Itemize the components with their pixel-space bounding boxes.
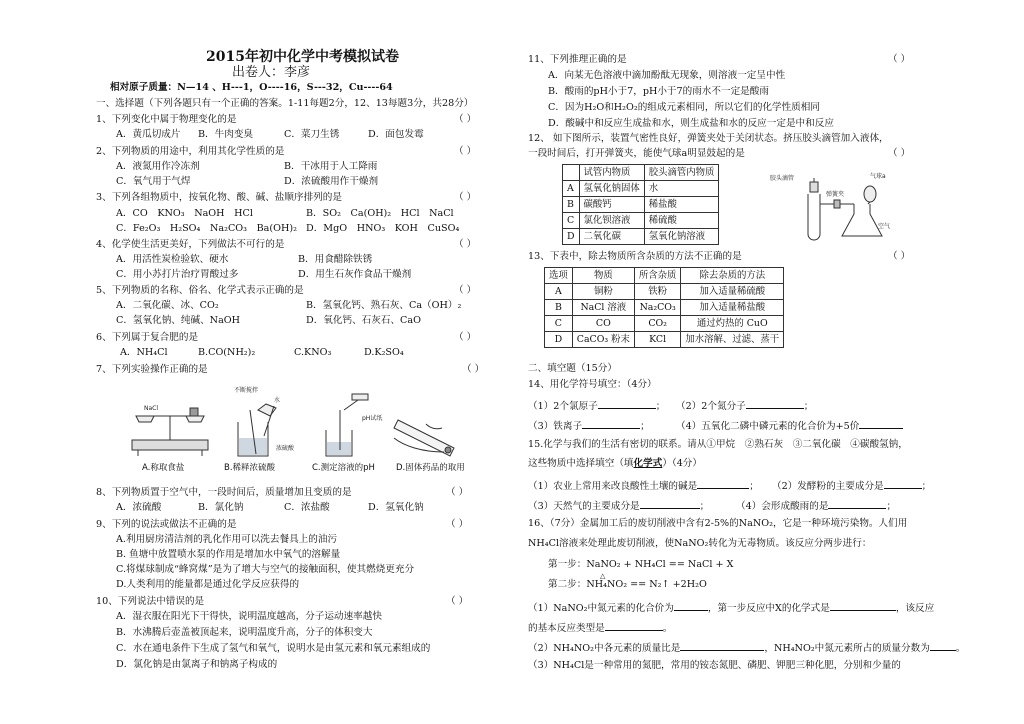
q12-header-cell: 胶头滴管内物质: [644, 165, 719, 181]
q16-sub1: [528, 601, 934, 614]
q14-part-2-label: （2）2个氮分子: [676, 401, 746, 412]
q13-table: [544, 267, 784, 348]
q10-option-c: C．水在通电条件下生成了氢气和氧气，说明水是由氢元素和氧元素组成的: [116, 643, 431, 654]
q14-part-4: [676, 419, 903, 432]
balloon-label: 气球a: [870, 173, 886, 180]
answer-blank[interactable]: [640, 499, 700, 509]
table-row: [545, 284, 784, 300]
answer-blank[interactable]: [680, 641, 764, 651]
answer-blank[interactable]: [605, 621, 663, 631]
q12-apparatus-figure: [770, 164, 900, 244]
q7-paren: （ ）: [462, 364, 485, 375]
table-cell: 稀硫酸: [644, 213, 719, 229]
answer-blank[interactable]: [598, 399, 656, 409]
table-cell: 氢氧化钠固体: [579, 181, 644, 197]
q11-option-d: D．酸碱中和反应生成盐和水，则生成盐和水的反应一定是中和反应: [548, 118, 834, 129]
q16-sub2: （2）NH₄NO₂中各元素的质量比是 ，NH₄NO₂中氮元素所占的质量分数为 。: [528, 643, 966, 654]
q12-table-header: [563, 165, 719, 181]
q11-paren: （ ）: [888, 54, 911, 65]
q2-option-d: D．浓硫酸用作干燥剂: [284, 176, 379, 187]
table-cell: 二氧化碳: [579, 229, 644, 245]
q7-caption-b: B.稀释浓硫酸: [224, 463, 276, 472]
clamp-label: 弹簧夹: [826, 191, 845, 198]
answer-blank[interactable]: [674, 601, 708, 611]
answer-blank[interactable]: [830, 601, 896, 611]
q13-header-cell: 物质: [572, 268, 634, 284]
q15-line2-start: 这些物质中选择填空（填: [528, 458, 634, 469]
table-cell: CO₂: [634, 316, 681, 332]
q14-part-2: （2）2个氮分子 ；: [676, 401, 814, 412]
balance-illustration: [132, 408, 208, 456]
q16-sub2-a: （2）NH₄NO₂中各元素的质量比是: [528, 643, 681, 654]
q2-option-c: C．氧气用于气焊: [116, 176, 191, 187]
q16-sub3: （3）NH₄Cl是一种常用的氮肥，常用的铵态氮肥、磷肥、钾肥三种化肥，分别和少量的: [528, 660, 901, 671]
q11-stem: 11、下列推理正确的是: [528, 54, 627, 65]
answer-blank[interactable]: [828, 499, 886, 509]
page-title: 2015年初中化学中考模拟试卷: [206, 49, 399, 65]
q3-option-b: B．SO₂ Ca(OH)₂ HCl NaCl: [306, 208, 454, 219]
q3-option-d: D．MgO HNO₃ KOH CuSO₄: [306, 223, 460, 234]
q2-paren: （ ）: [454, 146, 477, 157]
table-cell: 通过灼热的 CuO: [681, 316, 784, 332]
q9-option-b: B. 鱼塘中放置喷水泵的作用是增加水中氧气的溶解量: [116, 549, 341, 560]
table-cell: D: [563, 229, 580, 245]
table-cell: 碳酸钙: [579, 197, 644, 213]
q13-stem: 13、下表中，除去物质所含杂质的方法不正确的是: [528, 251, 742, 262]
q3-option-c: C．Fe₂O₃ H₂SO₄ Na₂CO₃ Ba(OH)₂: [116, 223, 297, 234]
q9-option-d: D.人类利用的能量都是通过化学反应获得的: [116, 579, 300, 590]
table-row: [563, 181, 719, 197]
q12-stem-line2: 一段时间后，打开弹簧夹，能使气球a明显鼓起的是: [528, 148, 745, 159]
table-cell: 氢氧化钠溶液: [644, 229, 719, 245]
section2-heading: 二、填空题（15分）: [528, 363, 617, 374]
q8-option-c: C．浓盐酸: [284, 502, 330, 513]
answer-blank[interactable]: [582, 419, 640, 429]
q5-option-b: B．氢氧化钙、熟石灰、Ca（OH）₂: [306, 300, 462, 311]
table-cell: KCl: [634, 332, 681, 348]
q1-option-b: B．牛肉变臭: [198, 129, 254, 140]
q14-part-3-label: （3）铁离子: [528, 421, 583, 432]
q2-option-a: A．液氮用作冷冻剂: [116, 161, 200, 172]
q2-option-b: B．干冰用于人工降雨: [284, 161, 378, 172]
answer-blank[interactable]: [746, 399, 804, 409]
q13-header-cell: 选项: [545, 268, 573, 284]
q15-part-1: （1）农业上常用来改良酸性土壤的碱是 ；: [528, 481, 759, 492]
q6-option-c: C.KNO₃: [294, 347, 332, 358]
q6-paren: （ ）: [454, 332, 477, 343]
q1-option-c: C．菜刀生锈: [284, 129, 340, 140]
q4-stem: 4、化学使生活更美好，下列做法不可行的是: [96, 239, 285, 250]
q15-line2-end: ）（4分）: [662, 458, 702, 469]
q11-option-a: A．向某无色溶液中滴加酚酞无现象，则溶液一定呈中性: [548, 70, 786, 81]
q15-part-3: （3）天然气的主要成分是 ；: [528, 501, 710, 512]
q11-option-b: B．酸雨的pH小于7，pH小于7的雨水不一定是酸雨: [548, 86, 769, 97]
table-cell: C: [563, 213, 580, 229]
q16-step2: 第二步：NH₄NO₂ == N₂↑ +2H₂O: [548, 579, 707, 590]
q12-paren: （ ）: [888, 148, 911, 159]
table-cell: C: [545, 316, 573, 332]
table-cell: 加水溶解、过滤、蒸干: [681, 332, 784, 348]
q12-stem-line1: 12、 如下图所示，装置气密性良好，弹簧夹处于关闭状态。挤压胶头滴管加入液体，: [528, 133, 889, 144]
q12-header-cell: 试管内物质: [579, 165, 644, 181]
q1-option-a: A．黄瓜切成片: [116, 129, 181, 140]
q10-option-d: D．氯化钠是由氯离子和钠离子构成的: [116, 659, 278, 670]
q16-sub1-c: ，该反应: [895, 603, 935, 614]
q4-option-a: A．用活性炭检验软、硬水: [116, 254, 229, 265]
q16-sub1-a: （1）NaNO₂中氮元素的化合价为: [528, 603, 674, 614]
solid-reagent-illustration: [394, 420, 454, 456]
q5-paren: （ ）: [454, 285, 477, 296]
q15-part-2-label: （2）发酵粉的主要成分是: [772, 481, 884, 492]
q1-paren: （ ）: [454, 114, 477, 125]
q6-option-b: B.CO(NH₂)₂: [198, 347, 256, 358]
water-label: 水: [274, 397, 281, 404]
table-cell: B: [545, 300, 573, 316]
q15-stem-line2: [528, 459, 702, 469]
dilution-illustration: [238, 404, 276, 456]
table-row: [545, 300, 784, 316]
q11-option-c: C．因为H₂O和H₂O₂的组成元素相同，所以它们的化学性质相同: [548, 102, 820, 113]
table-cell: 氯化钡溶液: [579, 213, 644, 229]
q8-paren: （ ）: [446, 487, 469, 498]
air-label: 空气: [878, 223, 891, 230]
q14-part-1: （1）2个氯原子 ；: [528, 401, 666, 412]
q14-part-1-label: （1）2个氯原子: [528, 401, 598, 412]
q13-table-header: [545, 268, 784, 284]
answer-blank[interactable]: [859, 419, 903, 429]
author-line: 出卷人：李彦: [232, 65, 311, 80]
table-cell: NaCl 溶液: [572, 300, 634, 316]
q16-sub1-b: ，第一步反应中X的化学式是: [707, 603, 830, 614]
table-cell: CaCO₃ 粉末: [572, 332, 634, 348]
table-row: [545, 316, 784, 332]
q5-option-a: A．二氧化碳、冰、CO₂: [116, 300, 219, 311]
dropper-label: 胶头滴管: [770, 175, 795, 182]
q16-sub1-cont: 的基本反应类型是 。: [528, 623, 673, 634]
q1-option-d: D．面包发霉: [368, 129, 424, 140]
acid-label: 浓硫酸: [276, 445, 295, 452]
q10-option-b: B．水沸腾后壶盖被顶起来，说明温度升高，分子的体积变大: [116, 627, 373, 638]
q8-option-b: B．氯化钠: [198, 502, 244, 513]
q13-paren: （ ）: [888, 251, 911, 262]
q4-option-d: D．用生石灰作食品干燥剂: [298, 269, 412, 280]
q7-caption-d: D.固体药品的取用: [396, 463, 465, 472]
q1-stem: 1、下列变化中属于物理变化的是: [96, 114, 237, 125]
q14-part-4-label: （4）五氧化二磷中磷元素的化合价为+5价: [676, 421, 860, 432]
q12-table: [562, 164, 719, 245]
q16-sub1-d: 的基本反应类型是: [528, 623, 605, 634]
q16-step2-condition: △: [600, 572, 606, 580]
q7-caption-c: C.测定溶液的pH: [312, 463, 375, 472]
q10-stem: 10、下列说法中错误的是: [96, 596, 205, 607]
q16-step1: 第一步：NaNO₂ + NH₄Cl == NaCl + X: [548, 559, 734, 570]
q2-stem: 2、下列物质的用途中，利用其化学性质的是: [96, 146, 285, 157]
q6-option-a: A．NH₄Cl: [120, 347, 168, 358]
q6-option-d: D.K₂SO₄: [364, 347, 404, 358]
q13-header-cell: 除去杂质的方法: [681, 268, 784, 284]
q9-paren: （ ）: [446, 519, 469, 530]
q5-option-c: C．氢氧化钠、纯碱、NaOH: [116, 315, 241, 326]
table-cell: 加入适量稀盐酸: [681, 300, 784, 316]
table-row: [563, 229, 719, 245]
q14-stem: 14、用化学符号填空：（4分）: [528, 379, 657, 390]
table-row: [563, 197, 719, 213]
q15-part-1-label: （1）农业上常用来改良酸性土壤的碱是: [528, 481, 698, 492]
q7-caption-a: A.称取食盐: [142, 463, 185, 472]
answer-blank[interactable]: [884, 479, 922, 489]
table-row: [545, 332, 784, 348]
q3-option-a: A．CO KNO₃ NaOH HCl: [116, 208, 253, 219]
q15-part-4-label: （4）会形成酸雨的是: [736, 501, 829, 512]
q9-stem: 9、下列的说法或做法不正确的是: [96, 519, 237, 530]
q15-part-4: （4）会形成酸雨的是 ；: [736, 501, 897, 512]
q4-option-c: C．用小苏打片治疗胃酸过多: [116, 269, 239, 280]
q4-paren: （ ）: [454, 239, 477, 250]
q7-apparatus-figure: [126, 380, 474, 472]
q10-option-a: A．湿衣服在阳光下干得快，说明温度越高，分子运动速率越快: [116, 611, 382, 622]
q9-option-a: A.利用厨房清洁剂的乳化作用可以洗去餐具上的油污: [116, 534, 338, 545]
q15-part-2: （2）发酵粉的主要成分是 ；: [772, 481, 932, 492]
table-cell: CO: [572, 316, 634, 332]
q9-option-c: C.将煤球制成“蜂窝煤”是为了增大与空气的接触面积，使其燃烧更充分: [116, 564, 415, 575]
q14-part-3: （3）铁离子 ；: [528, 421, 650, 432]
q16-stem-line2: NH₄Cl溶液来处理此废切削液，使NaNO₂转化为无毒物质。该反应分两步进行：: [528, 538, 872, 549]
q4-option-b: B．用食醋除铁锈: [298, 254, 373, 265]
q13-header-cell: 所含杂质: [634, 268, 681, 284]
table-cell: 稀盐酸: [644, 197, 719, 213]
q12-header-cell: [563, 165, 580, 181]
nacl-label: NaCl: [144, 405, 159, 412]
q5-option-d: D．氧化钙、石灰石、CaO: [306, 315, 421, 326]
table-cell: A: [563, 181, 580, 197]
table-cell: 铁粉: [634, 284, 681, 300]
section1-heading: 一、选择题（下列各题只有一个正确的答案。1-11每题2分，12、13每题3分，共28分）: [96, 98, 474, 109]
stir-label: 不断搅拌: [234, 387, 259, 394]
table-cell: 铜粉: [572, 284, 634, 300]
q8-option-a: A．浓硫酸: [116, 502, 162, 513]
q10-paren: （ ）: [446, 596, 469, 607]
table-cell: 加入适量稀硫酸: [681, 284, 784, 300]
q7-stem: 7、下列实验操作正确的是: [96, 364, 208, 375]
q6-stem: 6、下列属于复合肥的是: [96, 332, 199, 343]
q16-stem-line1: 16、（7分）金属加工后的废切削液中含有2-5%的NaNO₂，它是一种环境污染物。人们用: [528, 518, 908, 529]
q8-stem: 8、下列物质置于空气中，一段时间后，质量增加且变质的是: [96, 487, 352, 498]
atomic-mass-line: 相对原子质量：N—14 、H---1，O----16，S---32，Cu----64: [110, 82, 393, 93]
answer-blank[interactable]: [930, 641, 956, 651]
q5-stem: 5、下列物质的名称、俗名、化学式表示正确的是: [96, 285, 304, 296]
table-cell: B: [563, 197, 580, 213]
q15-line2-emphasis: 化学式: [633, 458, 663, 469]
q15-part-3-label: （3）天然气的主要成分是: [528, 501, 640, 512]
answer-blank[interactable]: [697, 479, 749, 489]
table-cell: D: [545, 332, 573, 348]
table-cell: 水: [644, 181, 719, 197]
q16-sub2-b: ，NH₄NO₂中氮元素所占的质量分数为: [764, 643, 930, 654]
ph-paper-label: pH试纸: [362, 415, 383, 422]
q8-option-d: D．氢氧化钠: [368, 502, 424, 513]
table-row: [563, 213, 719, 229]
q15-stem-line1: 15.化学与我们的生活有密切的联系。请从①甲烷 ②熟石灰 ③二氧化碳 ④碳酸氢钠，: [528, 439, 908, 450]
q3-paren: （ ）: [454, 192, 477, 203]
table-cell: Na₂CO₃: [634, 300, 681, 316]
q3-stem: 3、下列各组物质中，按氧化物、酸、碱、盐顺序排列的是: [96, 192, 342, 203]
table-cell: A: [545, 284, 573, 300]
ph-test-illustration: [326, 394, 368, 456]
